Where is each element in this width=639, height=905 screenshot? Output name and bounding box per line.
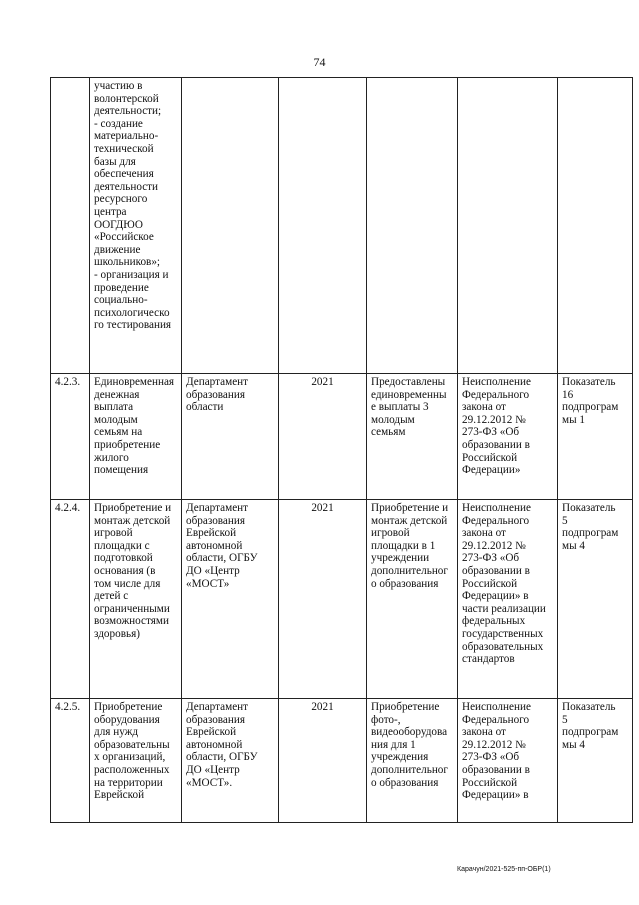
responsible-cell: Департамент образования Еврейской автономной области, ОГБУ ДО «Центр «МОСТ» — [182, 500, 279, 699]
indicator-cell — [558, 78, 633, 374]
responsible-cell: Департамент образования Еврейской автономной области, ОГБУ ДО «Центр «МОСТ». — [182, 699, 279, 823]
row-number-cell — [51, 78, 90, 374]
expected-result-cell: Приобретение и монтаж детской игровой площадки в 1 учреждении дополнительног о образования — [367, 500, 458, 699]
document-code: Карачун/2021-525-пп-ОБР(1) — [457, 866, 551, 873]
table-row — [51, 500, 633, 699]
table-row — [51, 374, 633, 500]
table-row — [51, 699, 633, 823]
risk-cell: Неисполнение Федерального закона от 29.12.2012 № 273-ФЗ «Об образовании в Российской Федерации» в части реализации федеральных государственных образовательных стандартов — [458, 500, 558, 699]
risk-cell: Неисполнение Федерального закона от 29.12.2012 № 273-ФЗ «Об образовании в Российской Федерации» — [458, 374, 558, 500]
indicator-cell: Показатель 16 подпрограм мы 1 — [558, 374, 633, 500]
expected-result-cell: Предоставлены единовременны е выплаты 3 молодым семьям — [367, 374, 458, 500]
table-row — [51, 78, 633, 374]
expected-result-cell: Приобретение фото-, видеооборудова ния для 1 учреждения дополнительног о образования — [367, 699, 458, 823]
activity-name-cell: участию в волонтерской деятельности; - создание материально- технической базы для обеспечения деятельности ресурсного центра ООГДЮО «Российское движение школьников»; - организация и проведение социально- психологическо го тестирования — [90, 78, 182, 374]
row-number-cell: 4.2.4. — [51, 500, 90, 699]
risk-cell — [458, 78, 558, 374]
responsible-cell — [182, 78, 279, 374]
activity-name-cell: Приобретение и монтаж детской игровой площадки с подготовкой основания (в том числе для детей с ограниченными возможностями здоровья) — [90, 500, 182, 699]
indicator-cell: Показатель 5 подпрограм мы 4 — [558, 699, 633, 823]
year-cell — [279, 78, 367, 374]
year-cell: 2021 — [279, 374, 367, 500]
activity-name-cell: Единовременная денежная выплата молодым семьям на приобретение жилого помещения — [90, 374, 182, 500]
year-cell: 2021 — [279, 500, 367, 699]
row-number-cell: 4.2.3. — [51, 374, 90, 500]
year-cell: 2021 — [279, 699, 367, 823]
risk-cell: Неисполнение Федерального закона от 29.12.2012 № 273-ФЗ «Об образовании в Российской Федерации» в — [458, 699, 558, 823]
indicator-cell: Показатель 5 подпрограм мы 4 — [558, 500, 633, 699]
program-activities-table — [50, 77, 633, 823]
responsible-cell: Департамент образования области — [182, 374, 279, 500]
expected-result-cell — [367, 78, 458, 374]
row-number-cell: 4.2.5. — [51, 699, 90, 823]
page-number: 74 — [313, 55, 326, 69]
activity-name-cell: Приобретение оборудования для нужд образовательны х организаций, расположенных на территории Еврейской — [90, 699, 182, 823]
